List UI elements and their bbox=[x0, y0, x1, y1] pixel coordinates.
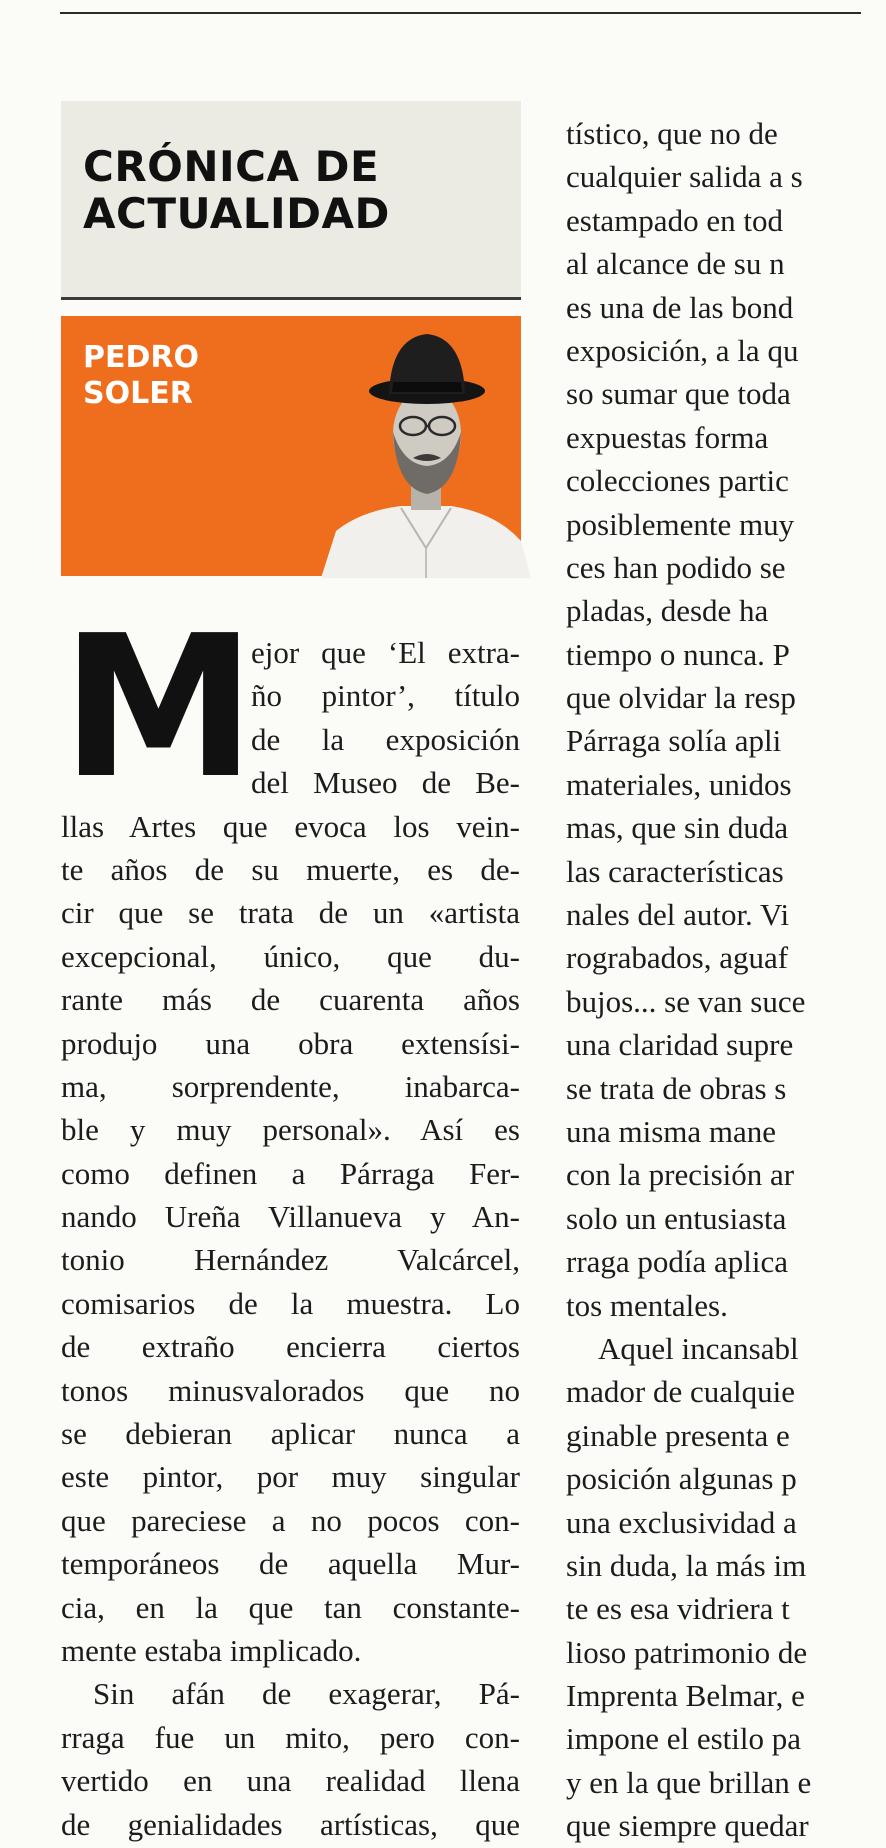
text-line: lioso patrimonio de bbox=[566, 1634, 808, 1670]
text-line: que pareciese a no pocos con- bbox=[61, 1502, 520, 1538]
text-line: impone el estilo pa bbox=[566, 1721, 802, 1757]
text-line: te años de su muerte, es de- bbox=[61, 851, 520, 887]
text-line: ño pintor’, título bbox=[251, 678, 520, 714]
text-line: mador de cualquie bbox=[566, 1374, 795, 1410]
text-line: Imprenta Belmar, e bbox=[566, 1678, 805, 1714]
author-banner bbox=[61, 316, 521, 576]
text-line: ces han podido se bbox=[566, 549, 786, 585]
author-name: PEDRO SOLER bbox=[83, 340, 199, 411]
text-line: posición algunas p bbox=[566, 1461, 797, 1497]
text-line: expuestas forma bbox=[566, 419, 769, 455]
text-line: cualquier salida a s bbox=[566, 159, 803, 195]
text-line: que olvidar la resp bbox=[566, 680, 796, 716]
text-line: una exclusividad a bbox=[566, 1504, 797, 1540]
drop-cap: M bbox=[61, 594, 257, 822]
text-line: una misma mane bbox=[566, 1113, 777, 1149]
text-line: de extraño encierra ciertos bbox=[61, 1329, 520, 1365]
text-line: rraga fue un mito, pero con- bbox=[61, 1719, 520, 1755]
text-line: y en la que brillan e bbox=[566, 1764, 812, 1800]
text-line: una claridad supre bbox=[566, 1027, 794, 1063]
text-line: cia, en la que tan constante- bbox=[61, 1589, 520, 1625]
text-line: mas, que sin duda bbox=[566, 810, 789, 846]
text-line: se trata de obras s bbox=[566, 1070, 787, 1106]
text-line: con la precisión ar bbox=[566, 1157, 795, 1193]
text-line: posiblemente muy bbox=[566, 506, 795, 542]
text-line: las características bbox=[566, 853, 784, 889]
text-line: sin duda, la más im bbox=[566, 1547, 807, 1583]
text-line: llas Artes que evoca los vein- bbox=[61, 808, 520, 844]
text-line: nales del autor. Vi bbox=[566, 897, 790, 933]
section-title: CRÓNICA DE ACTUALIDAD bbox=[83, 142, 390, 238]
text-line: so sumar que toda bbox=[566, 376, 791, 412]
text-line: Párraga solía apli bbox=[566, 723, 782, 759]
text-line: se debieran aplicar nunca a bbox=[61, 1416, 520, 1452]
text-line: nando Ureña Villanueva y An- bbox=[61, 1199, 520, 1235]
text-line: este pintor, por muy singular bbox=[61, 1459, 520, 1495]
text-line: estampado en tod bbox=[566, 202, 783, 238]
text-line: vertido en una realidad llena bbox=[61, 1763, 520, 1799]
text-line: ejor que ‘El extra- bbox=[251, 635, 520, 670]
text-line: que siempre quedar bbox=[566, 1808, 809, 1844]
text-line: de genialidades artísticas, que bbox=[61, 1806, 520, 1842]
section-header-box bbox=[61, 101, 521, 297]
text-line: es una de las bond bbox=[566, 289, 794, 325]
text-line: produjo una obra extensísi- bbox=[61, 1025, 520, 1061]
text-line: Aquel incansabl bbox=[598, 1330, 799, 1366]
text-line: excepcional, único, que du- bbox=[61, 938, 520, 974]
text-line: mente estaba implicado. bbox=[61, 1632, 362, 1668]
text-line: pladas, desde ha bbox=[566, 593, 769, 629]
text-line: temporáneos de aquella Mur- bbox=[61, 1546, 520, 1582]
section-divider bbox=[61, 297, 521, 300]
text-line: cir que se trata de un «artista bbox=[61, 895, 520, 931]
text-line: tonos minusvalorados que no bbox=[61, 1372, 520, 1408]
text-line: solo un entusiasta bbox=[566, 1200, 787, 1236]
text-line: tos mentales. bbox=[566, 1287, 728, 1323]
text-line: como definen a Párraga Fer- bbox=[61, 1155, 520, 1191]
text-line: tístico, que no de bbox=[566, 116, 778, 151]
text-line: al alcance de su n bbox=[566, 246, 785, 282]
text-line: Sin afán de exagerar, Pá- bbox=[93, 1676, 520, 1712]
text-line: comisarios de la muestra. Lo bbox=[61, 1285, 520, 1321]
text-line: rograbados, aguaf bbox=[566, 940, 789, 976]
author-photo bbox=[331, 316, 521, 576]
text-line: materiales, unidos bbox=[566, 766, 792, 802]
article-column-right bbox=[566, 112, 886, 1848]
text-line: tonio Hernández Valcárcel, bbox=[61, 1242, 520, 1278]
text-line: de la exposición bbox=[251, 721, 520, 757]
text-line: rante más de cuarenta años bbox=[61, 982, 520, 1018]
text-line: ginable presenta e bbox=[566, 1417, 790, 1453]
text-line: del Museo de Be- bbox=[251, 765, 520, 801]
text-line: rraga podía aplica bbox=[566, 1244, 789, 1280]
text-line: tiempo o nunca. P bbox=[566, 636, 790, 672]
text-line: exposición, a la qu bbox=[566, 332, 799, 368]
article-column-left bbox=[61, 594, 520, 1846]
text-line: te es esa vidriera t bbox=[566, 1591, 790, 1627]
text-line: ble y muy personal». Así es bbox=[61, 1112, 520, 1148]
top-rule bbox=[60, 12, 861, 14]
text-line: bujos... se van suce bbox=[566, 983, 806, 1019]
text-line: ma, sorprendente, inabarca- bbox=[61, 1068, 520, 1104]
text-line: colecciones partic bbox=[566, 463, 789, 499]
